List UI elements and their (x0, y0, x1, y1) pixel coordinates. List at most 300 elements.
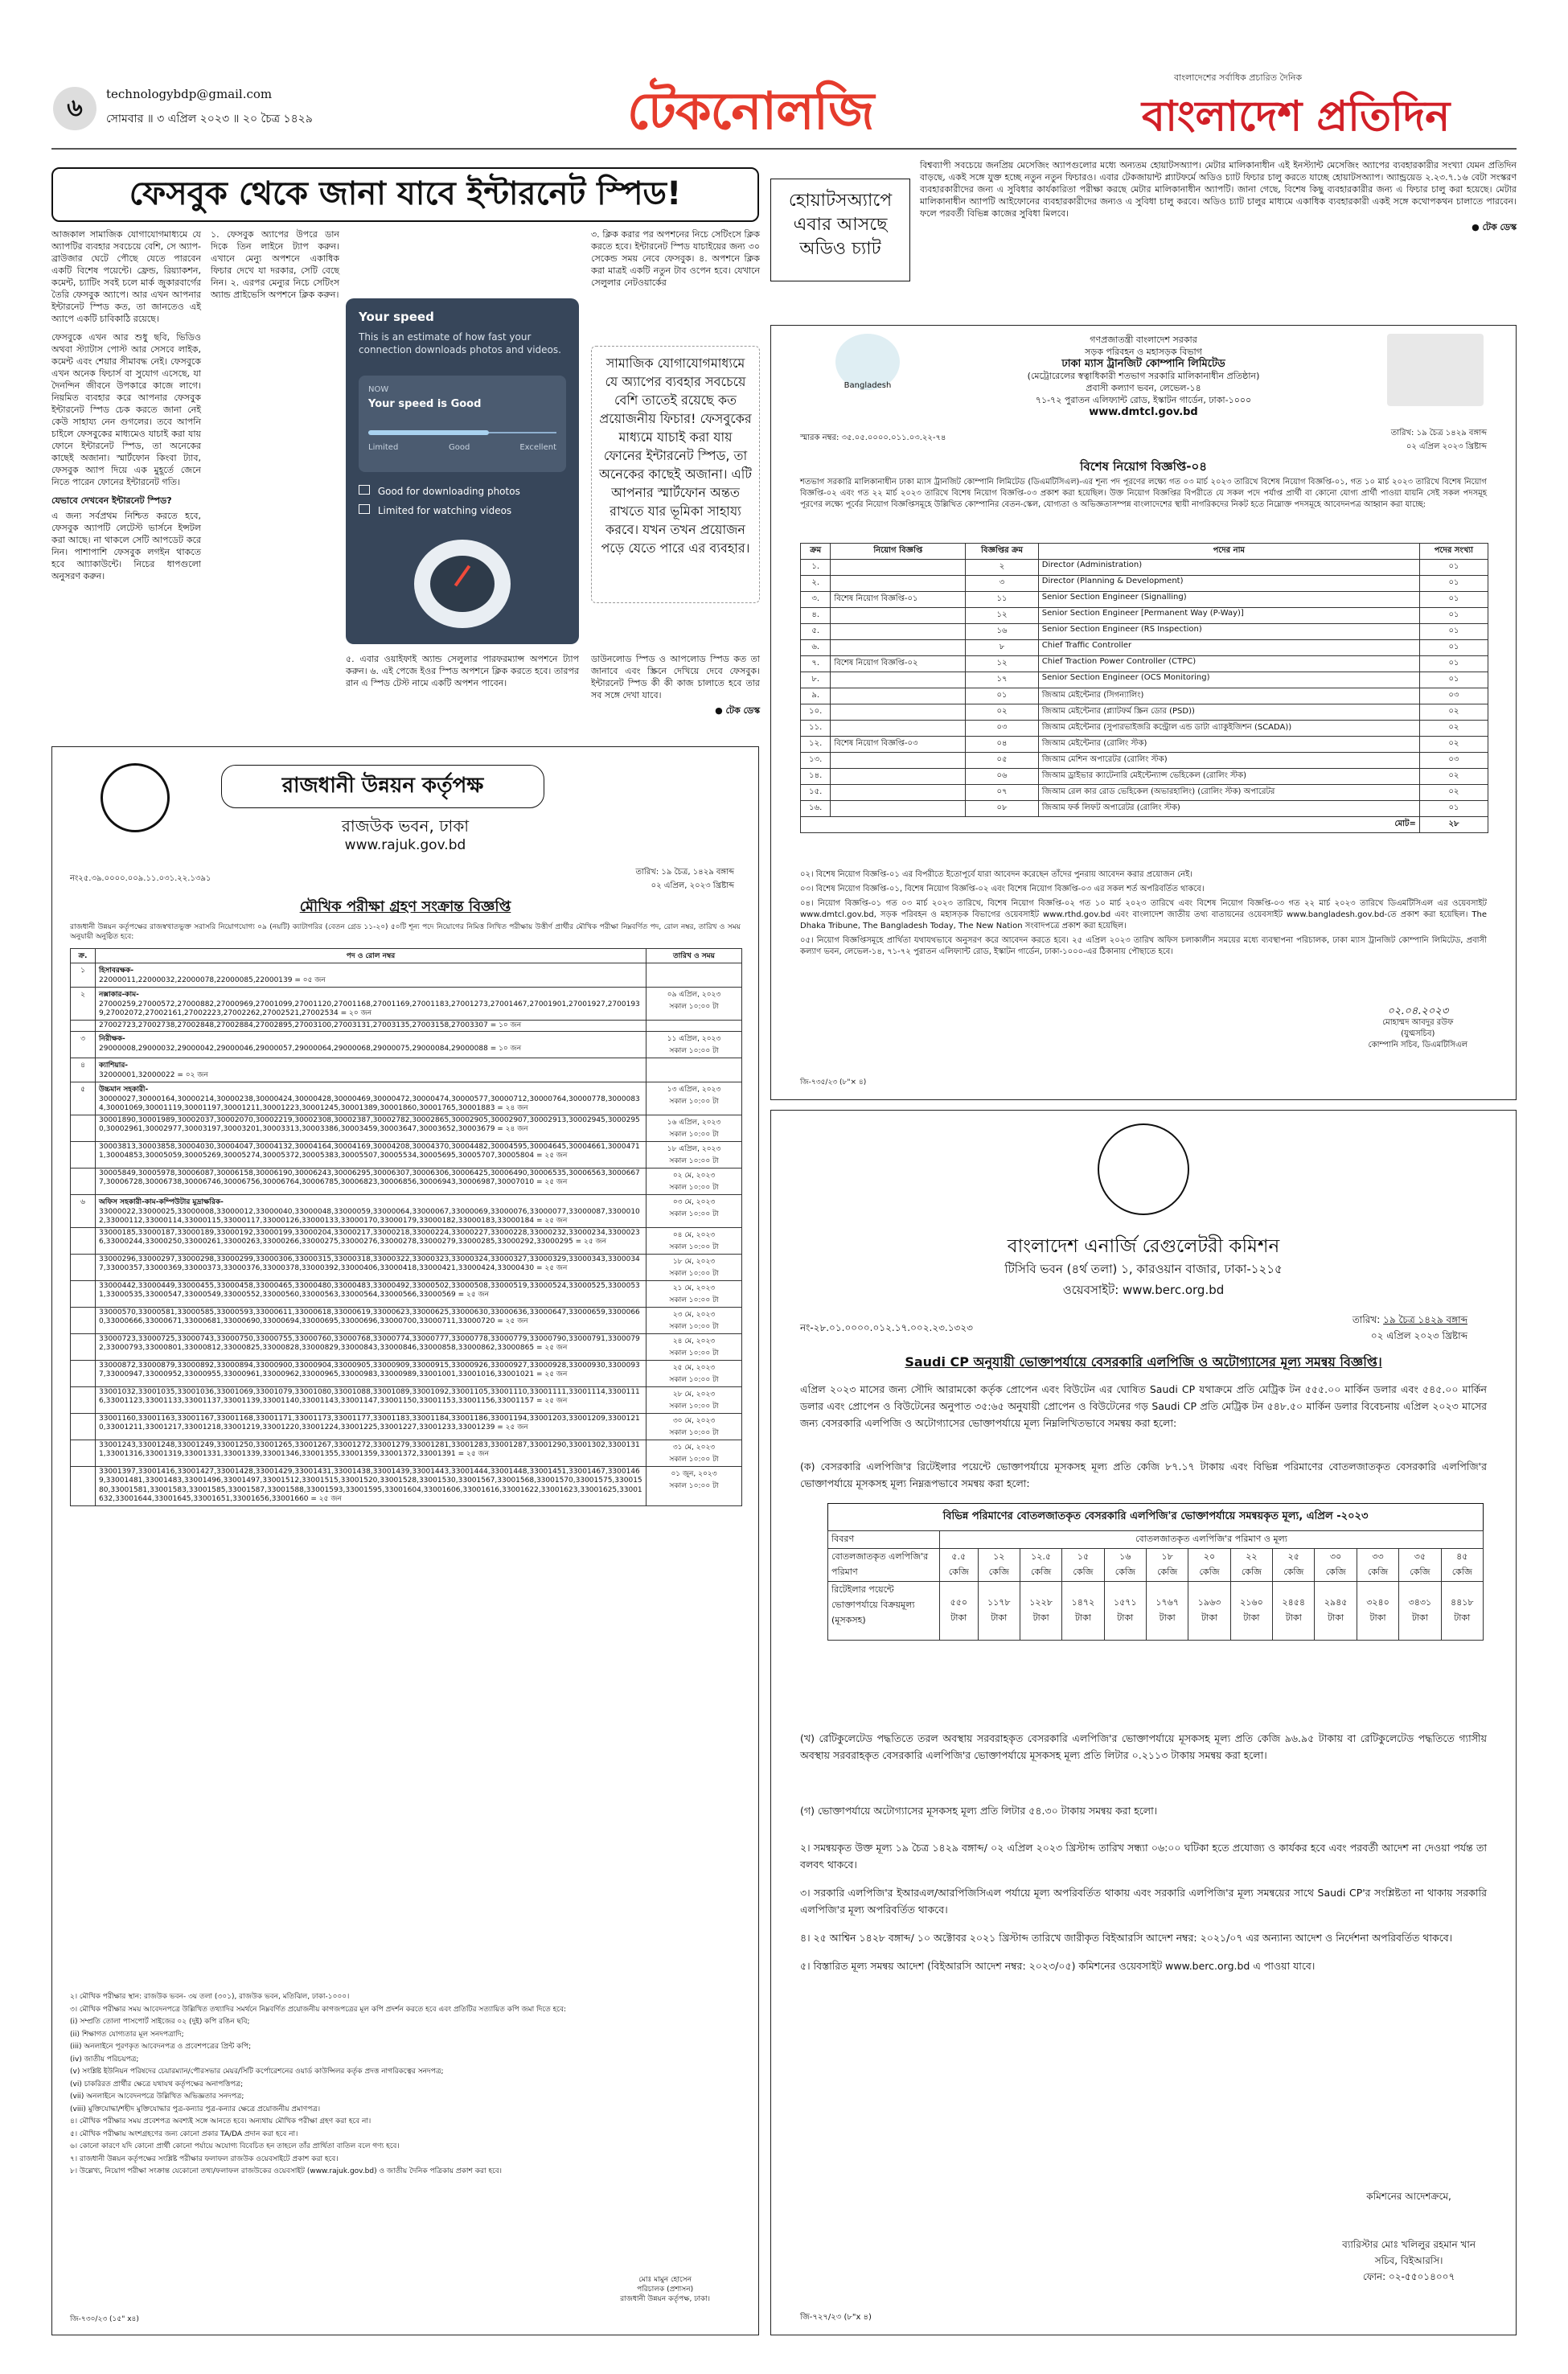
table-cell: ১৩. (801, 753, 831, 769)
table-cell: ০২ (1419, 721, 1488, 737)
date-cell (646, 1280, 742, 1307)
rajuk-condition: (iv) জাতীয় পরিচয়পত্র; (70, 2055, 139, 2064)
table-cell: ০৪ (966, 737, 1039, 753)
exam-time: সকাল ১০:০০ টা (669, 1183, 719, 1192)
berc-row-size-label: বোতলজাতকৃত এলপিজি'র পরিমাণ (828, 1549, 940, 1582)
table-row (801, 704, 1488, 721)
unit-kg: কেজি (1199, 1567, 1220, 1577)
table-cell: জিআম মেশিন অপারেটর (রোলিং স্টক) (1038, 753, 1419, 769)
size-cell (1315, 1549, 1357, 1582)
price-value: ১১৭৮ (987, 1597, 1011, 1608)
size-value: ৩০ (1329, 1551, 1342, 1562)
date-cell (646, 1020, 742, 1032)
roll-numbers: 33000872,33000879,33000892,33000894,33000900,33000904,33000905,33000909,33000915,33000926,33000927,33000928,33000930,33000937,33000947,33000952,33000955,33000961,33000962,33000965,33000983,33000989,33001001,33001016,33001021 = ২৫ জন (99, 1361, 640, 1378)
lead-bottom-b: ডাউনলোড স্পিড ও আপলোড স্পিড কত তা জানাবে এবং স্ক্রিনে দেখিয়ে দেবে ফেসবুক। ইন্টারনেট স্পিড কী কী কাজ চালাতে হবে তার সব সঙ্গে দেখা যাবে। ● টেক ডেস্ক (591, 654, 760, 716)
size-cell (1188, 1549, 1230, 1582)
table-cell: ৫. (801, 624, 831, 640)
size-value: ১২.৫ (1031, 1551, 1052, 1562)
table-cell: ০৮ (966, 801, 1039, 817)
signature-scribble (1342, 2204, 1476, 2236)
exam-time: সকাল ১০:০০ টা (669, 1002, 719, 1011)
table-cell: ১০. (801, 704, 831, 721)
berc-item-ka: (ক) বেসরকারি এলপিজি'র রিটেইলার পয়েন্টে ভোক্তাপর্যায়ে মূসকসহ মূল্য প্রতি কেজি ৮৭.১৭ টাকায় এবং বিভিন্ন পরিমাণের বোতলজাতকৃত বেসরকারি এলপিজি'র ভোক্তাপর্যায়ে মূসকসহ মূল্য নিম্নরূপভাবে সমন্বয় করা হলো: (800, 1460, 1487, 1489)
email: technologybdp@gmail.com (106, 87, 273, 101)
price-cell (1020, 1582, 1061, 1641)
dmtcl-ad (770, 325, 1517, 1100)
lead-steps-1: ১. ফেসবুক অ্যাপের উপরে ডান দিকে তিন লাইনে ট্যাপ করুন। এখানে মেন্যু অপশনে একাধিক ফিচার দেখে যা দরকার, সেটি বেছে নিন। ২. এরপর মেন্যুর নিচে সেটিংস অ্যান্ড প্রাইভেসি অপশনে ক্লিক করুন। (211, 229, 339, 300)
exam-time: সকাল ১০:০০ টা (669, 1130, 719, 1139)
lead-col1 (51, 228, 201, 582)
date-cell (646, 1254, 742, 1280)
table-cell: ০১ (966, 688, 1039, 704)
table-cell: Senior Section Engineer (OCS Monitoring) (1038, 672, 1419, 688)
date-cell (646, 1227, 742, 1254)
size-cell (1146, 1549, 1188, 1582)
exam-date: ০১ জুন, ২০২৩ (671, 1469, 717, 1478)
table-header: পদের সংখ্যা (1419, 544, 1488, 560)
date-cell (646, 1440, 742, 1466)
table-cell (831, 753, 966, 769)
date-cell (646, 1194, 742, 1227)
post-name: ক্যাশিয়ার- (99, 1062, 129, 1070)
berc-col-head-b: বোতলজাতকৃত এলপিজি'র পরিমাণ ও মূল্য (940, 1531, 1484, 1549)
exam-date: ০৩ মে, ২০২৩ (672, 1197, 716, 1206)
table-cell: ০২ (1419, 737, 1488, 753)
unit-tk: টাকা (991, 1612, 1008, 1623)
unit-kg: কেজি (988, 1567, 1009, 1577)
table-cell: বিশেষ নিয়োগ বিজ্ঞপ্তি-০৩ (831, 737, 966, 753)
date-cell (646, 987, 742, 1020)
table-cell: ০১ (1419, 592, 1488, 608)
berc-clauses (800, 1839, 1487, 1986)
page-number: ৬ (67, 93, 83, 122)
price-cell (1230, 1582, 1272, 1641)
berc-memo: নং-২৮.০১.০০০০.০১২.১৭.০০২.২৩.১৩২৩ (800, 1322, 973, 1333)
size-value: ১২ (993, 1551, 1005, 1562)
row-number (71, 1141, 96, 1168)
exam-date: ০৪ মে, ২০২৩ (672, 1230, 716, 1239)
rajuk-condition: ৬। কোনো কারণে যদি কোনো প্রার্থী কোনো পর্যায়ে অযোগ্য বিবেচিত হন তাহলে তাঁর প্রার্থিতা বাতিল বলে গণ্য হবে। (70, 2142, 400, 2150)
unit-tk: টাকা (1201, 1612, 1218, 1623)
table-cell: ০২ (1419, 769, 1488, 785)
date-cell (646, 1360, 742, 1386)
roll-cell (96, 1440, 646, 1466)
roll-cell (96, 1307, 646, 1333)
date-cell (646, 1466, 742, 1505)
berc-table-title: বিভিন্ন পরিমাণের বোতলজাতকৃত বেসরকারি এলপিজি'র ভোক্তাপর্যায়ে সমন্বয়কৃত মূল্য, এপ্রিল -২০২৩ (827, 1503, 1484, 1531)
table-cell: ০১ (1419, 640, 1488, 656)
date-cell (646, 1168, 742, 1194)
table-cell: বিশেষ নিয়োগ বিজ্ঞপ্তি-০২ (831, 656, 966, 672)
table-cell: ০২ (1419, 785, 1488, 801)
exam-date: ০২ মে, ২০২৩ (672, 1171, 716, 1180)
row-number (71, 1466, 96, 1505)
exam-date: ০৯ এপ্রিল, ২০২৩ (667, 990, 721, 999)
row-number (71, 1280, 96, 1307)
table-cell: ১৭ (966, 672, 1039, 688)
table-row (801, 640, 1488, 656)
berc-ad-code: জি-৭২৭/২৩ (৮"x ৪) (800, 2313, 872, 2322)
date-cell (646, 1058, 742, 1082)
dmtcl-notes (800, 869, 1487, 961)
rajuk-title-box: রাজধানী উন্নয়ন কর্তৃপক্ষ (221, 765, 544, 808)
lead-subhead: যেভাবে দেখবেন ইন্টারনেট স্পিড? (51, 495, 172, 506)
table-row (801, 672, 1488, 688)
berc-item-ga: (গ) ভোক্তাপর্যায়ে অটোগ্যাসের মূসকসহ মূল্য প্রতি লিটার ৫৪.৩০ টাকায় সমন্বয় করা হলো। (800, 1805, 1158, 1817)
price-cell (978, 1582, 1020, 1641)
lead-steps-2: ৩. ক্লিক করার পর অপশনের নিচে সেটিংসে ক্লিক করতে হবে। ইন্টারনেট স্পিড যাচাইয়ের জন্য ৩০ সেকেন্ড সময় নেবে ফেসবুক। ৪. অপশনে ক্লিক করা মাত্রই একটি নতুন টাব ওপেন হবে। যেখানে সেলুলার নেটওয়ার্কের (591, 229, 760, 288)
roll-cell (96, 1141, 646, 1168)
size-value: ৫.৫ (951, 1551, 967, 1562)
whatsapp-headline-2: এবার আসছে (793, 215, 888, 235)
roll-numbers: 33000723,33000725,33000743,33000750,33000755,33000760,33000768,33000774,33000777,33000778,33000779,33000790,33000791,33000792,33000793,33000801,33000812,33000825,33000828,33000829,33000843,33000846,33000858,33000862,33000865 = ২৫ জন (99, 1334, 640, 1352)
scale-right: Excellent (519, 443, 556, 452)
roll-numbers: 22000011,22000032,22000078,22000085,22000139 = ০৫ জন (99, 976, 326, 984)
lead-headline: ফেসবুক থেকে জানা যাবে ইন্টারনেট স্পিড! (51, 167, 759, 222)
roll-numbers: 30003813,30003858,30004030,30004047,30004132,30004164,30004169,30004208,30004370,30004482,30004595,30004645,30004661,30004711,30004853,30005059,30005269,30005274,30005372,30005383,30005507,30005534,30005695,30005707,30005804 = ২৫ জন (99, 1142, 640, 1160)
table-cell (831, 721, 966, 737)
exam-date: ৩০ মে, ২০২৩ (672, 1416, 716, 1425)
table-row (801, 769, 1488, 785)
row-number (71, 1333, 96, 1360)
row-number (71, 1440, 96, 1466)
table-cell: ০১ (1419, 624, 1488, 640)
table-row (801, 592, 1488, 608)
roll-cell (96, 1115, 646, 1141)
roll-cell (96, 1082, 646, 1115)
exam-date: ১৮ মে, ২০২৩ (672, 1257, 716, 1266)
lead-bottom-a: ৫. এবার ওয়াইফাই অ্যান্ড সেলুলার পারফরম্যান্স অপশনে ট্যাপ করুন। ৬. এই পেজে ইওর স্পিড অপশনে ক্লিক করতে হবে। তারপর রান এ স্পিড টেস্ট নামে একটি অপশন পাবেন। (346, 654, 579, 688)
date-cell (646, 1115, 742, 1141)
price-cell (1399, 1582, 1441, 1641)
table-cell: Director (Planning & Development) (1038, 576, 1419, 592)
roll-numbers: 30001890,30001989,30002037,30002070,30002219,30002308,30002387,30002782,30002865,30002905,30002907,30002913,30002945,30002950,30002961,30002977,30003197,30003201,30003313,30003386,30003459,30003647,30003652,30003679 = ২৪ জন (99, 1115, 640, 1133)
table-cell: ০৫ (966, 753, 1039, 769)
table-row (801, 753, 1488, 769)
rajuk-condition: (iii) অনলাইনে পূরণকৃত আবেদনপত্র ও প্রবেশপত্রের প্রিন্ট কপি; (70, 2043, 252, 2051)
table-row (71, 1194, 742, 1227)
lead-credit: ● টেক ডেস্ক (715, 705, 760, 716)
price-cell (1315, 1582, 1357, 1641)
date-cell (646, 1333, 742, 1360)
row-number (71, 1168, 96, 1194)
lead-col3 (591, 228, 760, 289)
dmtcl-ad-code: জি-৭৩৫/২৩ (৮"× ৪) (800, 1078, 867, 1086)
phone-title: Your speed (359, 310, 434, 324)
roll-cell (96, 1360, 646, 1386)
price-value: ২৯৪৫ (1324, 1597, 1348, 1608)
unit-tk: টাকা (1032, 1612, 1049, 1623)
table-header: তারিখ ও সময় (646, 949, 742, 963)
scale-mid: Good (449, 443, 470, 452)
table-cell: ০১ (1419, 560, 1488, 576)
unit-kg: কেজি (948, 1567, 969, 1577)
table-row (71, 1115, 742, 1141)
table-cell: ১৫. (801, 785, 831, 801)
table-row (71, 1360, 742, 1386)
rajuk-condition: ৭। রাজধানী উন্নয়ন কর্তৃপক্ষের সংশ্লিষ্ট পরীক্ষার ফলাফল রাজউক ওয়েবসাইটে প্রকাশ করা হবে। (70, 2154, 339, 2163)
exam-date: ২৩ মে, ২০২৩ (672, 1310, 716, 1319)
speedometer-icon (414, 540, 511, 628)
rajuk-memo: নং২৫.৩৯.০০০০.০০৯.১১.০৩১.২২.১৩৯১ (70, 874, 211, 883)
exam-date: ১৩ এপ্রিল, ২০২৩ (667, 1085, 721, 1094)
phone-item-2: Limited for watching videos (359, 504, 566, 516)
table-cell (831, 801, 966, 817)
unit-kg: কেজি (1410, 1567, 1430, 1577)
size-value: ২৫ (1287, 1551, 1299, 1562)
exam-time: সকাল ১০:০০ টা (669, 1481, 719, 1490)
size-cell (940, 1549, 979, 1582)
roll-numbers: 33000570,33000581,33000585,33000593,33000611,33000618,33000619,33000623,33000625,33000630,33000636,33000647,33000659,33000660,33000666,33000671,33000681,33000690,33000694,33000695,33000696,33000700,33000711,33000720 = ২৫ জন (99, 1308, 640, 1325)
table-row (71, 1227, 742, 1254)
table-cell: ৬. (801, 640, 831, 656)
roll-numbers: 29000008,29000032,29000042,29000046,29000057,29000064,29000068,29000075,29000084,29000088 = ১০ জন (99, 1045, 522, 1053)
price-cell (1062, 1582, 1104, 1641)
unit-kg: কেজি (1114, 1567, 1135, 1577)
table-row (71, 1058, 742, 1082)
size-value: ১৫ (1077, 1551, 1090, 1562)
table-row (71, 1254, 742, 1280)
table-cell: Senior Section Engineer (Signalling) (1038, 592, 1419, 608)
table-cell: Director (Administration) (1038, 560, 1419, 576)
size-value: ৩৫ (1414, 1551, 1426, 1562)
photo-icon (359, 485, 370, 495)
table-cell: ০১ (1419, 801, 1488, 817)
price-value: ১৯৬৩ (1197, 1597, 1221, 1608)
table-row (71, 1280, 742, 1307)
unit-tk: টাকা (1117, 1612, 1134, 1623)
price-value: ৩৪৩১ (1408, 1597, 1432, 1608)
price-cell (940, 1582, 979, 1641)
size-cell (1020, 1549, 1061, 1582)
exam-time: সকাল ১০:০০ টা (669, 1375, 719, 1384)
berc-price-table-box (827, 1503, 1484, 1712)
roll-cell (96, 1032, 646, 1058)
table-row (801, 688, 1488, 704)
row-number: ৬ (71, 1194, 96, 1227)
table-cell: ০২ (1419, 704, 1488, 721)
rajuk-website: www.rajuk.gov.bd (344, 837, 466, 853)
price-cell (1104, 1582, 1146, 1641)
table-cell: জিআম মেইন্টেনার (সুপারভাইজরি কন্ট্রোল এন্ড ডাটা এ্যাকুইজিশন (SCADA)) (1038, 721, 1419, 737)
exam-date: ২১ মে, ২০২৩ (672, 1284, 716, 1292)
dmtcl-note: ০৩। বিশেষ নিয়োগ বিজ্ঞপ্তি-০১, বিশেষ নিয়োগ বিজ্ঞপ্তি-০২ এবং বিশেষ নিয়োগ বিজ্ঞপ্তি-০৩ এর সকল শর্ত অপরিবর্তিত থাকবে। (800, 885, 1205, 893)
table-cell: ৩ (966, 576, 1039, 592)
rajuk-condition: (vii) অনলাইনে আবেদনপত্রে উল্লিখিত অভিজ্ঞতার সনদপত্র; (70, 2093, 244, 2101)
unit-kg: কেজি (1241, 1567, 1262, 1577)
table-row (801, 624, 1488, 640)
price-value: ১৭৬৭ (1155, 1597, 1179, 1608)
rajuk-condition: (i) সম্প্রতি তোলা পাসপোর্ট সাইজের ০২ (দুই) কপি রঙিন ছবি; (70, 2018, 250, 2026)
row-number: ১ (71, 963, 96, 988)
whatsapp-body: বিশ্বব্যাপী সবচেয়ে জনপ্রিয় মেসেজিং অ্যাপগুলোর মধ্যে অন্যতম হোয়াটসঅ্যাপ। মেটার মালিকানাধীন এই ইনস্ট্যান্ট মেসেজিং অ্যাপের ব্যবহারকারীর সংখ্যা যেমন প্রতিদিন বাড়ছে, একই সঙ্গে যুক্ত হচ্ছে নতুন নতুন ফিচারও। এবার টেকজায়ান্ট প্ল্যাটফর্মে অডিও চ্যাট ফিচার চালু করতে যাচ্ছে হোয়াটসঅ্যাপ। অ্যান্ড্রয়েড ২.২৩.৭.১৬ বেটা সংস্করণ ব্যবহারকারীদের জন্য এ সুবিধার কার্যকারিতা পরীক্ষা করছে মেটার মালিকানাধীন অ্যাপটি। জানা গেছে, বিশেষ কিছু ব্যবহারকারীর জন্য এ ফিচার চালু করা হয়েছে। মেটার মালিকানাধীন অ্যাপটি আইফোনের ব্যবহারকারীদের জন্যও এ সুবিধা চালু করবে। অডিও চ্যাট চালুর মাধ্যমে একাধিক ব্যবহারকারী একই সঙ্গে কথোপকথন চালাতে পারবেন। ফলে পরবর্তী বিভিন্ন কাজের সুবিধা মিলবে। ● টেক ডেস্ক (920, 160, 1517, 232)
table-cell: ৮. (801, 672, 831, 688)
table-row (71, 987, 742, 1020)
rajuk-ad-code: জি-৭৩০/২৩ (১৫" x৪) (70, 2315, 139, 2323)
price-cell (1441, 1582, 1483, 1641)
dmtcl-intro: শতভাগ সরকারি মালিকানাধীন ঢাকা ম্যাস ট্রানজিট কোম্পানি লিমিটেড (ডিএমটিসিএল)-এর শূন্য পদ পূরণের লক্ষ্যে গত ০৩ মার্চ ২০২৩ তারিখে বিশেষ নিয়োগ বিজ্ঞপ্তি-০১, গত ১০ মার্চ ২০২৩ তারিখে বিশেষ নিয়োগ বিজ্ঞপ্তি-০২ এবং গত ২২ মার্চ ২০২৩ তারিখে বিশেষ নিয়োগ বিজ্ঞপ্তি-০৩ প্রকাশ করা হয়েছিল। উক্ত নিয়োগ বিজ্ঞপ্তির বিপরীতে যে সকল পদে পর্যাপ্ত প্রার্থী বা কোনো যোগ্য প্রার্থী পাওয়া যায়নি সেই সকল পদসমূহ পূরণের লক্ষ্যে পূর্বের নিয়োগ বিজ্ঞপ্তিসমূহে উল্লিখিত কোম্পানির বেতন-স্কেল, যোগ্যতা ও অভিজ্ঞতাসম্পন্ন বাংলাদেশের স্থায়ী নাগরিকদের নিকট হতে নিম্নোক্ত পদসমূহে আবেদনপত্র আহ্বান করা যাচ্ছে: (800, 478, 1487, 509)
table-cell (831, 640, 966, 656)
row-number: ৫ (71, 1082, 96, 1115)
berc-title: বাংলাদেশ এনার্জি রেগুলেটরী কমিশন (1007, 1236, 1280, 1257)
table-row (801, 801, 1488, 817)
table-cell: ২ (966, 560, 1039, 576)
price-cell (1273, 1582, 1315, 1641)
roll-numbers: 33000296,33000297,33000298,33000299,33000306,33000315,33000318,33000322,33000323,33000324,33000327,33000329,33000343,33000347,33000357,33000369,33000373,33000376,33000378,33000392,33000406,33000418,33000421,33000424,33000430 = ২৫ জন (99, 1255, 640, 1272)
unit-tk: টাকা (1411, 1612, 1428, 1623)
rajuk-condition: ৮। উল্লেখ্য, নিয়োগ পরীক্ষা সংক্রান্ত যেকোনো তথ্য/ফলাফল রাজউকের ওয়েবসাইট (www.rajuk.gov.bd) ও জাতীয় দৈনিক পত্রিকায় প্রকাশ করা হবে। (70, 2167, 503, 2175)
price-value: ৪৪১৮ (1451, 1597, 1474, 1608)
size-value: ৩৩ (1372, 1551, 1384, 1562)
table-row (71, 963, 742, 988)
table-cell: ০২ (966, 704, 1039, 721)
rajuk-notice-title: মৌখিক পরীক্ষা গ্রহণ সংক্রান্ত বিজ্ঞপ্তি (299, 898, 511, 915)
price-cell (1146, 1582, 1188, 1641)
size-value: ১৮ (1161, 1551, 1173, 1562)
berc-website: ওয়েবসাইট: www.berc.org.bd (1062, 1283, 1225, 1297)
berc-clause: ৩। সরকারি এলপিজি'র ইআরএল/আরপিজিসিএল পর্যায়ে মূল্য অপরিবর্তিত থাকায় এবং সরকারি এলপিজি'র মূল্য সমন্বয়ের সাথে Saudi CP'র সংশ্লিষ্টতা না থাকায় সরকারি এলপিজি'র মূল্য অপরিবর্তিত থাকবে। (800, 1887, 1487, 1916)
size-cell (1104, 1549, 1146, 1582)
section-title: টেকনোলজি (627, 82, 874, 142)
table-row (801, 576, 1488, 592)
exam-time: সকাল ১০:০০ টা (669, 1269, 719, 1278)
exam-date: ১৬ এপ্রিল, ২০২৩ (667, 1118, 721, 1127)
table-header: ক্রম (801, 544, 831, 560)
table-cell: ১৪. (801, 769, 831, 785)
unit-tk: টাকা (1159, 1612, 1176, 1623)
rajuk-signature: মোঃ মামুন হোসেন পরিচালক (প্রশাসন) রাজধানী উন্নয়ন কর্তৃপক্ষ, ঢাকা। (620, 2276, 710, 2303)
rajuk-intro: রাজধানী উন্নয়ন কর্তৃপক্ষের রাজস্বখাতভুক্ত সরাসরি নিয়োগযোগ্য ০৯ (নয়টি) ক্যাটাগরির (বেতন গ্রেড ১১-২০) ৫০টি শূন্য পদে নিয়োগের নিমিত্ত লিখিত পরীক্ষায় উত্তীর্ণ প্রার্থীর মৌখিক পরীক্ষা নিম্নবর্ণিত পদ, রোল নম্বর, তারিখ ও সময় অনুযায়ী অনুষ্ঠিত হবে: (70, 923, 741, 941)
table-row (801, 656, 1488, 672)
row-number (71, 1115, 96, 1141)
dmtcl-note: ০৫। নিয়োগ বিজ্ঞপ্তিসমূহে প্রার্থিতা যথাযথভাবে অনুসরণ করে আবেদন করতে হবে। ২৫ এপ্রিল ২০২৩ তারিখ অফিস চলাকালীন সময়ের মধ্যে ব্যবস্থাপনা পরিচালক, ঢাকা ম্যাস ট্রানজিট কোম্পানি লিমিটেড, প্রবাসী কল্যাণ ভবন, লেভেল-১৪, ৭১-৭২ পুরাতন এলিফ্যান্ট রোড, ইস্কাটন গার্ডেন, ঢাকা-১০০০-এর ঠিকানায় পৌছাতে হবে। (800, 936, 1487, 956)
size-value: ৪৫ (1456, 1551, 1468, 1562)
roll-cell (96, 1386, 646, 1413)
unit-kg: কেজি (1031, 1567, 1052, 1577)
pull-quote (591, 346, 760, 603)
masthead-rule (51, 148, 1517, 150)
unit-tk: টাকা (1369, 1612, 1386, 1623)
unit-kg: কেজি (1073, 1567, 1094, 1577)
price-cell (1357, 1582, 1398, 1641)
exam-time: সকাল ১০:০০ টা (669, 1455, 719, 1464)
roll-cell (96, 1194, 646, 1227)
berc-signature: কমিশনের আদেশক্রমে, ব্যারিস্টার মোঃ খলিলুর রহমান খান সচিব, বিইআরসি। ফোন: ০২-৫৫০১৪০০৭ (1342, 2191, 1476, 2282)
unit-tk: টাকা (1243, 1612, 1260, 1623)
table-row (71, 1141, 742, 1168)
phone-screenshot (346, 298, 579, 644)
scale-left: Limited (368, 443, 399, 452)
berc-clause: ৫। বিস্তারিত মূল্য সমন্বয় আদেশ (বিইআরসি আদেশ নম্বর: ২০২৩/০৫) কমিশনের ওয়েবসাইট www.berc.org.bd এ পাওয়া যাবে। (800, 1960, 1316, 1972)
post-name: উচ্চমান সহকারী- (99, 1085, 149, 1094)
rajuk-subtitle: রাজউক ভবন, ঢাকা (341, 816, 470, 836)
exam-date: ২৫ মে, ২০২৩ (672, 1363, 716, 1372)
lead-col2 (211, 228, 339, 301)
table-cell: ৪. (801, 608, 831, 624)
roll-numbers: 32000001,32000022 = ০২ জন (99, 1071, 208, 1079)
table-cell: ৭. (801, 656, 831, 672)
date-cell (646, 1307, 742, 1333)
table-cell: ৩. (801, 592, 831, 608)
exam-time: সকাল ১০:০০ টা (669, 1322, 719, 1331)
berc-item-kha: (খ) রেটিকুলেটেড পদ্ধতিতে তরল অবস্থায় সরবরাহকৃত বেসরকারি এলপিজি'র ভোক্তাপর্যায়ে মূসকসহ মূল্য প্রতি কেজি ৯৬.৯৫ টাকায় বা রেটিকুলেটেড পদ্ধতিতে গ্যাসীয় অবস্থায় সরবরাহকৃত বেসরকারি এলপিজি'র ভোক্তাপর্যায়ে মূসকসহ মূল্য প্রতি লিটার ০.২১১৩ টাকায় সমন্বয় করা হলো। (800, 1732, 1487, 1761)
table-row (71, 1307, 742, 1333)
price-value: ৩২৪০ (1366, 1597, 1389, 1608)
unit-kg: কেজি (1157, 1567, 1178, 1577)
table-cell: ০৩ (966, 721, 1039, 737)
table-row (71, 1168, 742, 1194)
berc-ad (770, 1110, 1517, 2335)
berc-col-head-a: বিবরণ (828, 1531, 940, 1549)
date-cell (646, 963, 742, 988)
price-value: ১২২৮ (1029, 1597, 1053, 1608)
exam-date: ২৮ মে, ২০২৩ (672, 1390, 716, 1399)
lead-paragraph-2: ফেসবুকে এখন আর শুধু ছবি, ভিডিও অথবা স্ট্যাটাস পোস্ট আর সেসবে লাইক, কমেন্ট এবং শেয়ার সীমাবদ্ধ নেই। ফেসবুকে এখন অনেক ফিচার্স বা সুযোগ এসেছে, যা দৈনন্দিন জীবনে উপকারে কাজে লাগে। নিয়মিত ব্যবহার করে আপনার ফেসবুক ইন্টারনেট স্পিড চেক করতে জানা নেই কেউ সাহায্য নেন গুগলের। তবে আপনি চাইলে ফেসবুকের মাধ্যমেও যাচাই করা যায় ফোনে ইন্টারনেট স্পিড, তা অনেকের কাছেই অজানা। স্মার্টফোন কিংবা ট্যাব, ফেসবুক অ্যাপ দিয়ে এক মুহূর্তে জেনে নিতে পারেন ফোনের ইন্টারনেট গতি। (51, 332, 201, 487)
table-cell: ০৭ (966, 785, 1039, 801)
post-name: নক্সাকার-কাম- (99, 990, 139, 999)
bangladesh-logo: Bangladesh (835, 334, 900, 390)
table-cell: ১২ (966, 608, 1039, 624)
berc-clause: ৪। ২৫ আশ্বিন ১৪২৮ বঙ্গাব্দ/ ১০ অক্টোবর ২০২১ খ্রিস্টাব্দ তারিখে জারীকৃত বিইআরসি আদেশ নম্বর: ২০২১/০৭ এর অন্যান্য আদেশ ও নির্দেশনা অপরিবর্তিত থাকবে। (800, 1932, 1453, 1944)
speed-card (359, 376, 566, 472)
table-row (71, 1466, 742, 1505)
roll-numbers: 33000442,33000449,33000455,33000458,33000465,33000480,33000483,33000492,33000502,33000508,33000519,33000524,33000525,33000531,33000535,33000547,33000549,33000552,33000560,33000563,33000564,33000566,33000569 = ২৫ জন (99, 1281, 640, 1299)
table-cell: ১২ (966, 656, 1039, 672)
table-cell: ১. (801, 560, 831, 576)
date-cell (646, 1386, 742, 1413)
phone-item-1: Good for downloading photos (359, 485, 566, 497)
exam-time: সকাল ১০:০০ টা (669, 1402, 719, 1411)
table-cell: ১২. (801, 737, 831, 753)
dmtcl-title: বিশেষ নিয়োগ বিজ্ঞপ্তি-০৪ (1080, 459, 1207, 474)
exam-time: সকাল ১০:০০ টা (669, 1349, 719, 1357)
price-value: ৫৫০ (950, 1597, 967, 1608)
berc-clause: ২। সমন্বয়কৃত উক্ত মূল্য ১৯ চৈত্র ১৪২৯ বঙ্গাব্দ/ ০২ এপ্রিল ২০২৩ খ্রিস্টাব্দ তারিখ সন্ধ্যা ০৬:০০ ঘটিকা হতে প্রযোজ্য ও কার্যকর হবে এবং পরবর্তী আদেশ না দেওয়া পর্যন্ত তা বলবৎ থাকবে। (800, 1842, 1487, 1871)
size-value: ২২ (1246, 1551, 1258, 1562)
whatsapp-headline-3: অডিও চ্যাট (799, 239, 881, 259)
dmtcl-signature: ০২.০৪.২০২৩ মোহাম্মদ আবদুর রউফ (যুগ্মসচিব) কোম্পানি সচিব, ডিএমটিসিএল (1368, 1005, 1467, 1049)
speed-status: Your speed is Good (368, 398, 482, 410)
table-cell: জিআম ড্রাইভার ক্যাটেনারি মেইন্টেন্যান্স ভেহিকেল (রোলিং স্টক) (1038, 769, 1419, 785)
roll-cell (96, 1227, 646, 1254)
roll-cell (96, 963, 646, 988)
table-cell: Senior Section Engineer [Permanent Way (P-Way)] (1038, 608, 1419, 624)
exam-time: সকাল ১০:০০ টা (669, 1047, 719, 1055)
rajuk-ad (51, 746, 759, 2335)
berc-address: টিসিবি ভবন (৪র্থ তলা) ১, কারওয়ান বাজার, ঢাকা-১২১৫ (1004, 1262, 1283, 1276)
whatsapp-headline-1: হোয়াটসঅ্যাপে (788, 191, 893, 211)
rajuk-condition: (v) সংশ্লিষ্ট ইউনিয়ন পরিষদের চেয়ারম্যান/পৌরসভার মেয়র/সিটি কর্পোরেশনের ওয়ার্ড কাউন্সিলর কর্তৃক প্রদত্ত নাগরিকত্বের সনদপত্র; (70, 2068, 444, 2076)
roll-numbers: 33001397,33001416,33001427,33001428,33001429,33001431,33001438,33001439,33001443,33001444,33001448,33001451,33001467,33001469,33001481,33001483,33001496,33001497,33001512,33001515,33001520,33001528,33001530,33001567,33001568,33001570,33001575,33001580,33001581,33001583,33001585,33001587,33001588,33001593,33001595,33001604,33001606,33001616,33001622,33001623,33001625,33001632,33001644,33001645,33001651,33001656,33001660 = ২৫ জন (99, 1467, 642, 1503)
exam-date: ১৮ এপ্রিল, ২০২৩ (667, 1144, 721, 1153)
dmtcl-sign-date: ০২.০৪.২০২৩ (1387, 1005, 1449, 1017)
table-cell: ০৩ (1419, 753, 1488, 769)
table-cell: ৯. (801, 688, 831, 704)
row-number (71, 1360, 96, 1386)
rajuk-condition: ৪। মৌখিক পরীক্ষার সময় প্রবেশপত্র অবশ্যই সঙ্গে আনতে হবে। অন্যথায় মৌখিক পরীক্ষা গ্রহণ করা হবে না। (70, 2117, 371, 2126)
roll-numbers: 33001160,33001163,33001167,33001168,33001171,33001173,33001177,33001183,33001184,33001186,33001194,33001203,33001209,33001210,33001211,33001217,33001218,33001219,33001220,33001224,33001225,33001227,33001233,33001239 = ২৫ জন (99, 1414, 640, 1431)
berc-intro: এপ্রিল ২০২৩ মাসের জন্য সৌদি আরামকো কর্তৃক প্রোপেন এবং বিউটেন এর ঘোষিত Saudi CP যথাক্রমে প্রতি মেট্রিক টন ৫৫৫.০০ মার্কিন ডলার এবং ৫৪৫.০০ মার্কিন ডলার এবং প্রোপেন ও বিউটেনের অনুপাত ৩৫:৬৫ অনুযায়ী প্রোপেন ও বিউটেনের গড় Saudi CP প্রতি মেট্রিক টন ৫৪৮.৫০ মার্কিন ডলার বিবেচনায় এপ্রিল ২০২৩ মাসের জন্য বেসরকারি এলপিজি ও অটোগ্যাসের ভোক্তাপর্যায়ে মূল্য নিম্নলিখিতভাবে সমন্বয় করা হলো: (800, 1383, 1487, 1429)
table-cell: ২. (801, 576, 831, 592)
rajuk-conditions (70, 1992, 741, 2179)
roll-cell (96, 1254, 646, 1280)
row-number: ৪ (71, 1058, 96, 1082)
unit-kg: কেজি (1325, 1567, 1346, 1577)
table-cell: ০১ (1419, 672, 1488, 688)
table-row (801, 785, 1488, 801)
table-cell (831, 785, 966, 801)
price-value: ১৫৭১ (1114, 1597, 1137, 1608)
